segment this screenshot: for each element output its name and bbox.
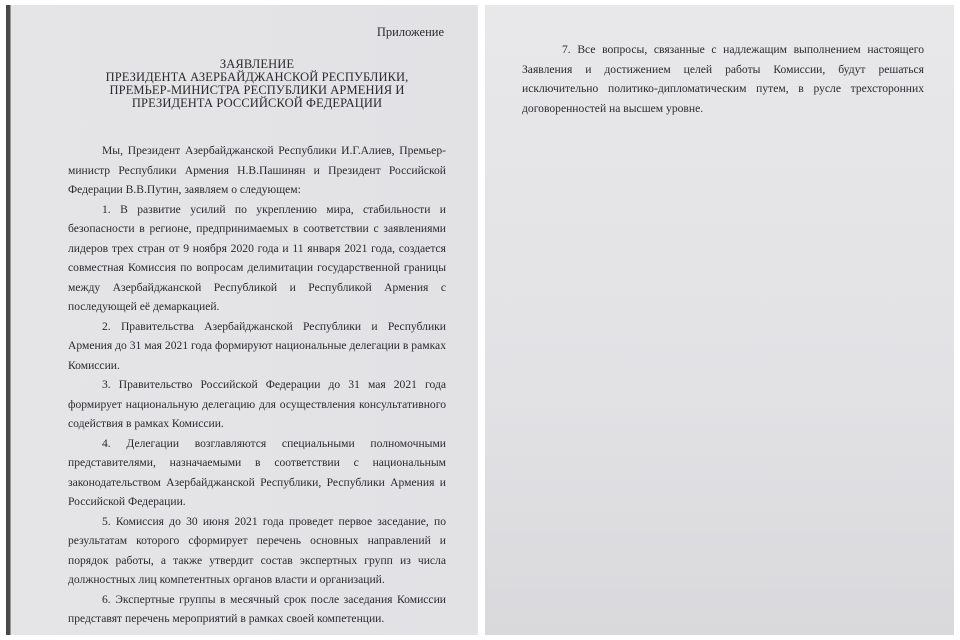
item-paragraph-4: 4. Делегации возглавляются специальными полномочными представителями, назначаемыми в соответствии с национальным законодательством Азербайджанской Республики, Республики Армения и Российской Федерации. — [68, 436, 446, 508]
title-line: ПРЕЗИДЕНТА РОССИЙСКОЙ ФЕДЕРАЦИИ — [131, 96, 383, 110]
document-page-right — [485, 5, 954, 635]
item-paragraph-7: 7. Все вопросы, связанные с надлежащим выполнением настоящего Заявления и достижением целей работы Комиссии, будут решаться исключительно политико-дипломатическим путем, в русле трехсторонних договоренностей на высшем уровне. — [522, 43, 924, 115]
intro-paragraph: Мы, Президент Азербайджанской Республики И.Г.Алиев, Премьер-министр Республики Армения Н.В.Пашинян и Президент Российской Федерации В.В.Путин, заявляем о следующем: — [68, 144, 446, 196]
item-paragraph-1: 1. В развитие усилий по укреплению мира, стабильности и безопасности в регионе, предпринимаемых в соответствии с заявлениями лидеров трех стран от 9 ноября 2020 года и 11 января 2021 года, создается совместная Комиссия по вопросам делимитации государственной границы между Азербайджанской Республикой и Республикой Армения с последующей её демаркацией. — [68, 202, 446, 313]
document-page-left — [6, 5, 478, 635]
title-line: ПРЕЗИДЕНТА АЗЕРБАЙДЖАНСКОЙ РЕСПУБЛИКИ, — [105, 70, 409, 84]
item-paragraph-3: 3. Правительство Российской Федерации до 31 мая 2021 года формирует национальную делегацию для осуществления консультативного содействия в рамках Комиссии. — [68, 378, 446, 430]
title-line: ПРЕМЬЕР-МИНИСТРА РЕСПУБЛИКИ АРМЕНИЯ И — [109, 83, 405, 97]
item-paragraph-5: 5. Комиссия до 30 июня 2021 года проведет первое заседание, по результатам которого сформирует перечень основных направлений и порядок работы, а также утвердит состав экспертных групп из числа должностных лиц компетентных органов власти и организаций. — [68, 514, 446, 586]
item-paragraph-2: 2. Правительства Азербайджанской Республики и Республики Армения до 31 мая 2021 года формируют национальные делегации в рамках Комиссии. — [68, 319, 446, 372]
statement-title — [68, 58, 446, 110]
annex-label: Приложение — [376, 25, 444, 39]
title-line: ЗАЯВЛЕНИЕ — [219, 57, 295, 71]
item-paragraph-6: 6. Экспертные группы в месячный срок после заседания Комиссии представят перечень мероприятий в рамках своей компетенции. — [68, 592, 446, 625]
right-page-text — [522, 40, 924, 118]
